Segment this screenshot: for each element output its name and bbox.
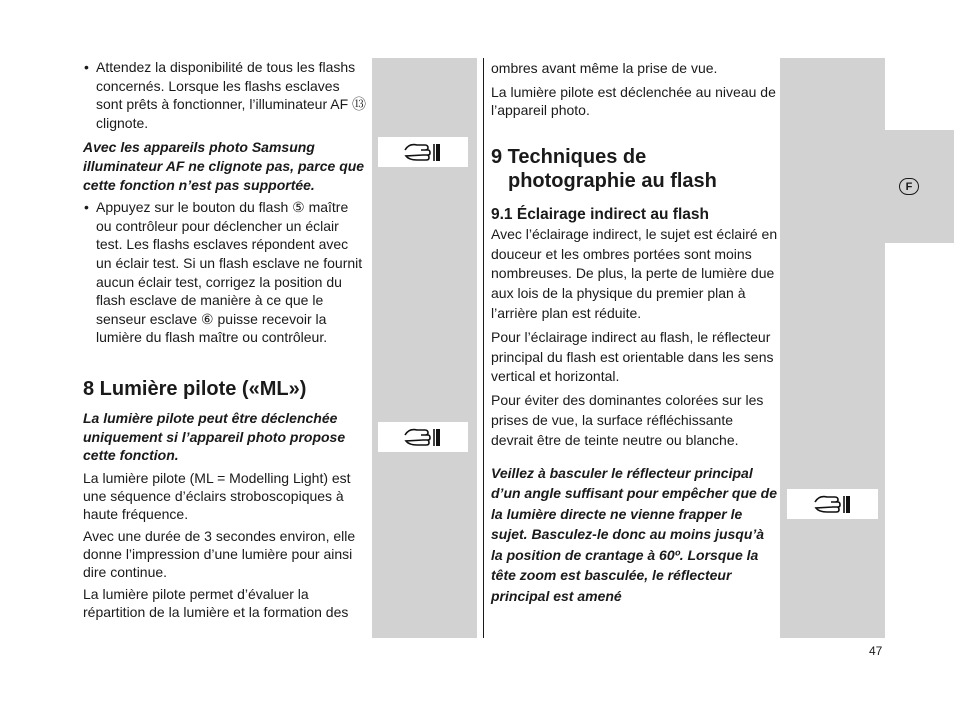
bullet-wait-flashes: • Attendez la disponibilité de tous les flashs concernés. Lorsque les flashs esclaves sont prêts à fonctionner, l’illuminateur AF ⑬ clignote. <box>83 58 367 132</box>
note-hand-icon <box>813 492 853 516</box>
section-9-1-title: 9.1 Éclairage indirect au flash <box>491 205 709 223</box>
note-hand-icon <box>403 140 443 164</box>
note-marker-3 <box>787 489 878 519</box>
indirect-para-2: Pour l’éclairage indirect au flash, le réflecteur principal du flash est orientable dans les sens vertical et horizontal. <box>491 328 774 385</box>
left-column <box>83 58 367 625</box>
language-tab <box>885 130 954 243</box>
column-divider <box>483 58 484 638</box>
continuation-text: ombres avant même la prise de vue. <box>491 60 718 76</box>
note-hand-icon <box>403 425 443 449</box>
right-column <box>491 58 778 610</box>
reflector-warning: Veillez à basculer le réflecteur principal d’un angle suffisant pour empêcher que de la lumière directe ne vienne frapper le sujet. Basculez-le donc au moins jusqu’à la position de crantage à 60º. Lorsque la tête zoom est basculée, le réflecteur principal est amené <box>491 464 778 604</box>
ml-camera-text: La lumière pilote est déclenchée au niveau de l’appareil photo. <box>491 83 776 118</box>
ml-para-1: La lumière pilote (ML = Modelling Light) est une séquence d’éclairs stroboscopiques à haute fréquence. <box>83 469 351 522</box>
indirect-para-3: Pour éviter des dominantes colorées sur les prises de vue, la surface réfléchissante devrait être de teinte neutre ou blanche. <box>491 392 764 448</box>
ml-para-3: La lumière pilote permet d’évaluer la répartition de la lumière et la formation des <box>83 585 349 620</box>
ml-para-2: Avec une durée de 3 secondes environ, elle donne l’impression d’une lumière pour ainsi dire continue. <box>83 527 356 580</box>
right-margin-bar <box>780 58 885 638</box>
language-badge: F <box>899 178 919 195</box>
section-8-title: 8 Lumière pilote («ML») <box>83 377 307 400</box>
samsung-warning: Avec les appareils photo Samsung illuminateur AF ne clignote pas, parce que cette fonction n’est pas supportée. <box>83 139 365 193</box>
indirect-para-1: Avec l’éclairage indirect, le sujet est éclairé en douceur et les ombres portées sont moins nombreuses. De plus, la perte de lumière due aux lois de la physique du premier plan à l’arrière plan est réduite. <box>491 225 778 321</box>
page-number: 47 <box>869 644 883 658</box>
note-marker-2 <box>378 422 468 452</box>
note-marker-1 <box>378 137 468 167</box>
bullet-test-flash: • Appuyez sur le bouton du flash ⑤ maître ou contrôleur pour déclencher un éclair test. Les flashs esclaves répondent avec un éclair test. Si un flash esclave ne fournit aucun éclair test, corrigez la position du flash esclave de manière à ce que le senseur esclave ⑥ puisse recevoir la lumière du flash maître ou contrôleur. <box>83 198 367 347</box>
section-9-title: 9 Techniques de photographie au flash <box>491 145 717 192</box>
section-8-intro: La lumière pilote peut être déclenchée uniquement si l’appareil photo propose cette fonction. <box>83 409 346 464</box>
